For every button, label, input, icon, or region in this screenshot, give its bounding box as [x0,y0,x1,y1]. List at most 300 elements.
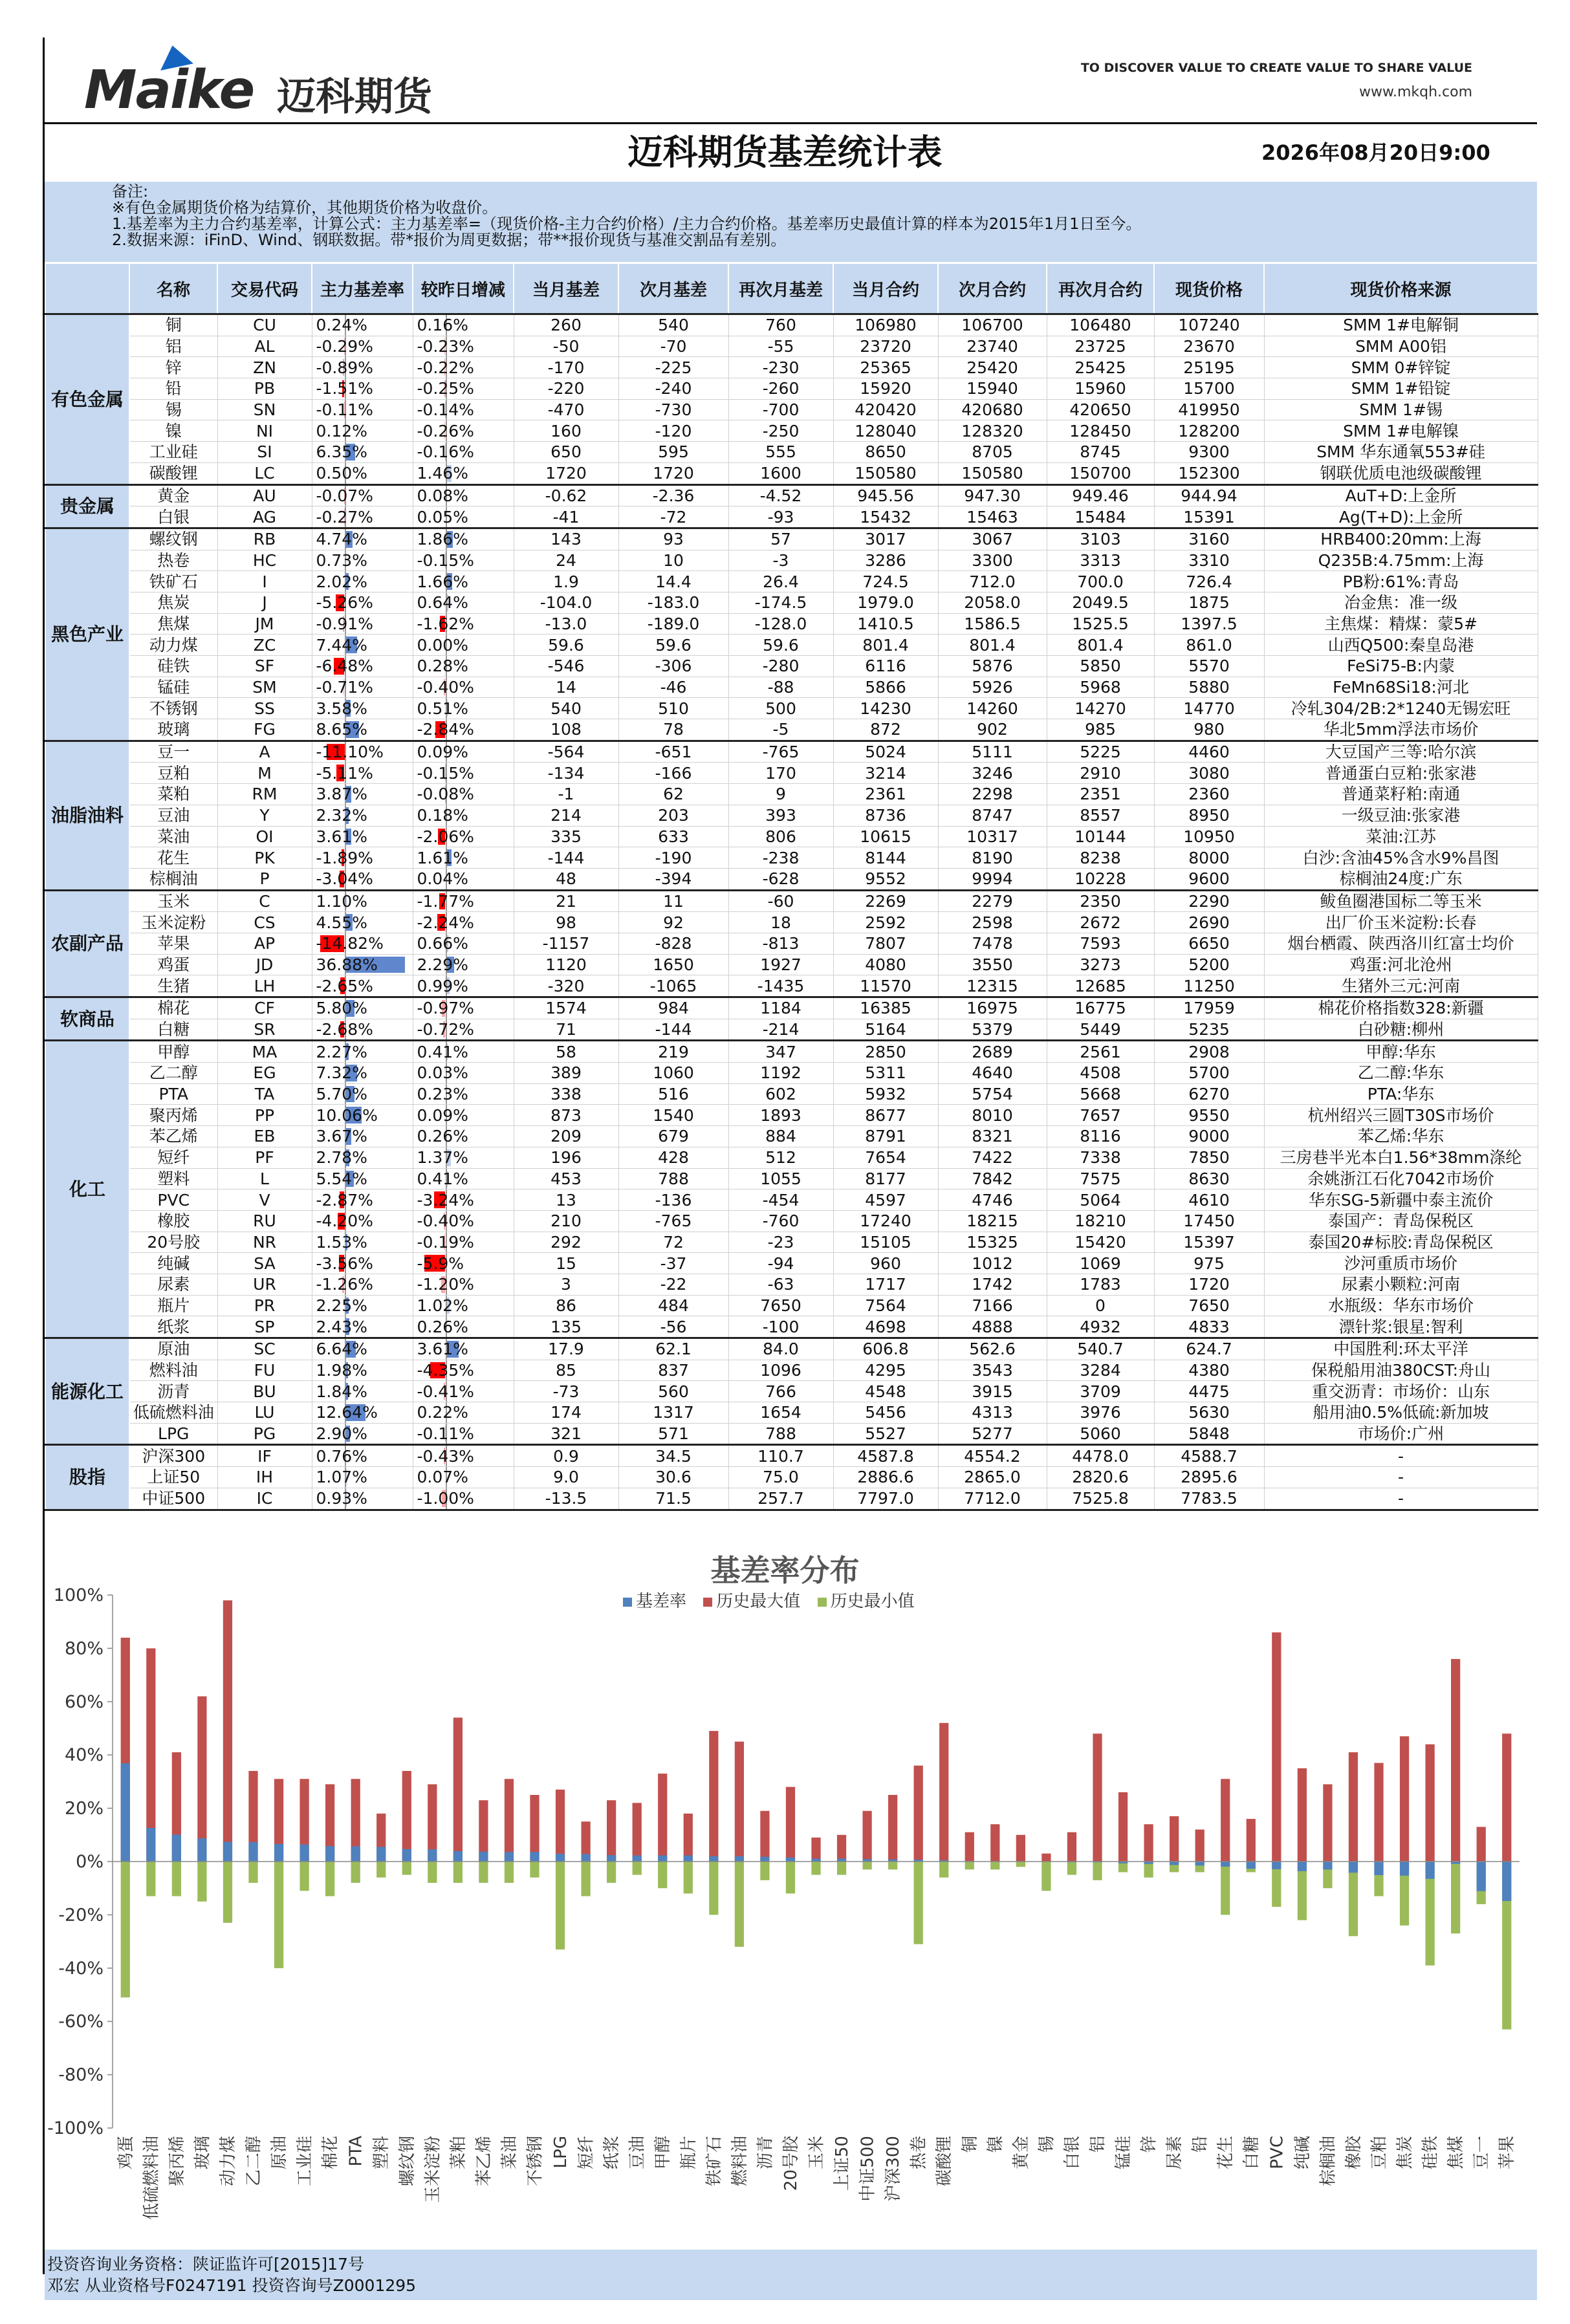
legend-label: 历史最大值 [716,1592,801,1611]
daily-change-cell [413,399,514,420]
contract-m3-cell: 2561 [1047,1041,1154,1063]
basis-m2-cell: 1540 [618,1105,728,1126]
table-row [45,1445,1538,1467]
code-cell: LU [217,1402,312,1424]
basis-m2-cell: -22 [618,1274,728,1295]
basis-m2-cell: 1650 [618,954,728,975]
bar-min [300,1862,309,1891]
header-cell: 当月合约 [833,263,938,314]
bar-min [862,1862,871,1869]
code-cell: SC [217,1338,312,1360]
x-tick-label: 苹果 [1498,2136,1518,2170]
contract-m3-cell: 4932 [1047,1316,1154,1338]
cell-value: -0.15% [417,763,474,783]
daily-change-cell [413,571,514,592]
cell-value: 5.54% [316,1169,367,1188]
basis-m3-cell: 1600 [728,462,833,484]
contract-m2-cell: 4746 [938,1189,1047,1211]
table-row [45,314,1538,336]
cell-value: 1.53% [316,1232,367,1252]
spot-price-cell: 15700 [1154,378,1264,400]
x-tick-label: 中证500 [858,2136,878,2202]
spot-price-cell: 10950 [1154,826,1264,847]
name-cell: 碳酸锂 [129,462,217,484]
contract-m3-cell: 8116 [1047,1126,1154,1147]
group-label: 黑色产业 [45,528,129,741]
code-cell: HC [217,550,312,571]
bar-max [1067,1832,1076,1862]
name-cell: 棕榈油 [129,868,217,890]
contract-m1-cell: 4597 [833,1189,938,1211]
header-cell: 现货价格来源 [1264,263,1538,314]
basis-m1-cell: 98 [514,912,618,933]
daily-change-cell [413,1126,514,1147]
spot-price-cell: 4833 [1154,1316,1264,1338]
contract-m3-cell: 128450 [1047,420,1154,442]
bar-max [684,1814,693,1862]
bar-min [530,1862,539,1878]
basis-m1-cell: 160 [514,420,618,442]
daily-change-cell [413,1295,514,1316]
basis-m1-cell: 196 [514,1147,618,1168]
table-row [45,1189,1538,1211]
contract-m3-cell: 5668 [1047,1083,1154,1105]
bar-basis [1272,1862,1281,1869]
contract-m3-cell: 4478.0 [1047,1445,1154,1467]
table-row [45,550,1538,571]
basis-m2-cell: -828 [618,933,728,954]
name-cell: 甲醇 [129,1041,217,1063]
daily-change-cell [413,1063,514,1084]
x-tick-label: 玻璃 [193,2136,213,2170]
x-tick-label: 热卷 [909,2136,929,2170]
contract-m1-cell: 960 [833,1253,938,1274]
header-cell: 名称 [129,263,217,314]
cell-value: -0.26% [417,421,474,440]
bar-basis [1477,1862,1486,1891]
bar-basis [274,1844,283,1862]
basis-m1-cell: -134 [514,763,618,784]
bar-basis [1349,1862,1358,1873]
bar-max [1272,1633,1281,1862]
spot-source-cell: 冶金焦：准一级 [1264,592,1538,613]
contract-m3-cell: 2672 [1047,912,1154,933]
contract-m2-cell: 14260 [938,698,1047,719]
bar-min [453,1862,463,1883]
basis-rate-cell [312,1147,413,1168]
daily-change-cell [413,1488,514,1510]
cell-value: -0.72% [417,1020,474,1039]
x-tick-label: 菜油 [499,2136,519,2170]
bar-basis [1298,1862,1307,1871]
cell-value: -0.43% [417,1446,474,1466]
contract-m3-cell: 1783 [1047,1274,1154,1295]
cell-value: 2.32% [316,806,367,825]
basis-m3-cell: -174.5 [728,592,833,613]
cell-value: -0.91% [316,614,373,633]
cell-value: -2.68% [316,1020,373,1039]
spot-source-cell: FeMn68Si18:河北 [1264,677,1538,698]
cell-value: -0.40% [417,1211,474,1231]
bar-basis [1425,1862,1434,1879]
contract-m1-cell: 2886.6 [833,1467,938,1488]
contract-m3-cell: 2910 [1047,763,1154,784]
bar-max [1195,1830,1205,1862]
spot-source-cell: 余姚浙江石化7042市场价 [1264,1168,1538,1189]
basis-m1-cell: -1 [514,784,618,805]
contract-m2-cell: 902 [938,719,1047,741]
daily-change-cell [413,506,514,528]
basis-m3-cell: -93 [728,506,833,528]
bar-basis [428,1849,437,1862]
table-row [45,336,1538,357]
table-row [45,677,1538,698]
bar-max [786,1787,795,1862]
name-cell: 短纤 [129,1147,217,1168]
basis-m3-cell: 555 [728,442,833,463]
basis-m2-cell: 72 [618,1232,728,1253]
contract-m1-cell: 128040 [833,420,938,442]
spot-price-cell: 4588.7 [1154,1445,1264,1467]
group-label: 有色金属 [45,314,129,485]
bar-min [811,1862,820,1875]
bar-max [633,1803,642,1862]
spot-price-cell: 23670 [1154,336,1264,357]
table-row [45,1105,1538,1126]
spot-source-cell: SMM 1#电解镍 [1264,420,1538,442]
contract-m1-cell: 16385 [833,997,938,1019]
header-cell: 主力基差率 [312,263,413,314]
spot-price-cell: 128200 [1154,420,1264,442]
bar-min [709,1862,718,1915]
cell-value: 2.43% [316,1317,367,1336]
daily-change-cell [413,357,514,378]
bar-max [453,1718,463,1862]
group-label: 油脂油料 [45,741,129,890]
basis-m1-cell: -13.0 [514,613,618,635]
basis-rate-cell [312,1381,413,1402]
contract-m3-cell: 3103 [1047,528,1154,550]
daily-change-cell [413,1423,514,1445]
cell-value: 3.87% [316,785,367,804]
x-tick-label: 玉米 [807,2136,827,2170]
basis-m2-cell: -72 [618,506,728,528]
code-cell: JM [217,613,312,635]
spot-source-cell: - [1264,1467,1538,1488]
basis-m3-cell: 1096 [728,1360,833,1381]
contract-m3-cell: 14270 [1047,698,1154,719]
basis-m3-cell: 110.7 [728,1445,833,1467]
bar-min [990,1862,999,1869]
cell-value: 2.90% [316,1424,367,1444]
daily-change-cell [413,826,514,847]
x-tick-label: 铝 [1088,2136,1108,2153]
table-row [45,484,1538,506]
basis-rate-cell [312,336,413,357]
bar-basis [1170,1862,1179,1865]
contract-m1-cell: 2269 [833,890,938,912]
spot-source-cell: 棉花价格指数328:新疆 [1264,997,1538,1019]
cell-value: -0.29% [316,337,373,356]
basis-m2-cell: 71.5 [618,1488,728,1510]
basis-m3-cell: 75.0 [728,1467,833,1488]
contract-m2-cell: 947.30 [938,484,1047,506]
x-tick-label: 低硫燃料油 [142,2136,162,2221]
table-row [45,1147,1538,1168]
daily-change-cell [413,1147,514,1168]
cell-value: -11.10% [316,743,384,762]
basis-m3-cell: -55 [728,336,833,357]
spot-price-cell: 975 [1154,1253,1264,1274]
contract-m2-cell: 801.4 [938,635,1047,656]
basis-m2-cell: 516 [618,1083,728,1105]
daily-change-cell [413,484,514,506]
contract-m2-cell: 7422 [938,1147,1047,1168]
bar-basis [709,1856,718,1862]
cell-value: 0.76% [316,1446,367,1466]
x-tick-label: 瓶片 [679,2136,699,2170]
bar-basis [633,1856,642,1862]
spot-source-cell: 生猪外三元:河南 [1264,975,1538,997]
code-cell: SA [217,1253,312,1274]
table-row [45,635,1538,656]
note-line: 备注: [112,182,149,201]
contract-m1-cell: 801.4 [833,635,938,656]
table-row [45,1381,1538,1402]
bar-basis [121,1763,130,1862]
basis-m3-cell: 1927 [728,954,833,975]
code-cell: AG [217,506,312,528]
cell-value: -2.06% [417,827,474,846]
y-tick-label: -20% [58,1905,104,1926]
basis-rate-cell [312,868,413,890]
contract-m3-cell: 5850 [1047,656,1154,677]
bar-max [1247,1819,1256,1862]
name-cell: 乙二醇 [129,1063,217,1084]
contract-m2-cell: 420680 [938,399,1047,420]
contract-m1-cell: 4295 [833,1360,938,1381]
spot-price-cell: 5630 [1154,1402,1264,1424]
name-cell: 生猪 [129,975,217,997]
contract-m3-cell: 7525.8 [1047,1488,1154,1510]
contract-m3-cell: 150700 [1047,462,1154,484]
cell-value: -5.11% [316,763,373,783]
code-cell: ZN [217,357,312,378]
basis-m2-cell: -136 [618,1189,728,1211]
basis-m3-cell: 84.0 [728,1338,833,1360]
cell-value: 5.70% [316,1085,367,1104]
contract-m2-cell: 5277 [938,1423,1047,1445]
basis-m3-cell: -238 [728,847,833,869]
basis-m2-cell: 93 [618,528,728,550]
basis-rate-cell [312,613,413,635]
cell-value: -2.24% [417,913,474,932]
spot-source-cell: PB粉:61%:青岛 [1264,571,1538,592]
header-cell: 较昨日增减 [413,263,514,314]
contract-m2-cell: 2058.0 [938,592,1047,613]
bar-max [1502,1733,1511,1862]
notes-box [45,182,1537,262]
cell-value: 1.37% [417,1148,468,1167]
cell-value: 0.07% [417,1468,468,1487]
name-cell: 花生 [129,847,217,869]
contract-m3-cell: 25425 [1047,357,1154,378]
website-link[interactable]: www.mkqh.com [1358,84,1472,100]
x-tick-label: 铜 [960,2136,980,2153]
daily-change-cell [413,1338,514,1360]
basis-m3-cell: -260 [728,378,833,400]
bar-basis [248,1842,257,1862]
name-cell: 铝 [129,336,217,357]
basis-rate-cell [312,571,413,592]
spot-price-cell: 980 [1154,719,1264,741]
basis-m2-cell: 595 [618,442,728,463]
code-cell: RB [217,528,312,550]
contract-m2-cell: 8010 [938,1105,1047,1126]
cell-value: -1.20% [417,1275,474,1294]
cell-value: -0.08% [417,785,474,804]
basis-m3-cell: -700 [728,399,833,420]
cell-value: -4.35% [417,1361,474,1380]
basis-m3-cell: -88 [728,677,833,698]
daily-change-cell [413,613,514,635]
basis-m3-cell: 1654 [728,1402,833,1424]
table-row [45,763,1538,784]
cell-value: 10.06% [316,1105,378,1125]
code-cell: JD [217,954,312,975]
contract-m1-cell: 150580 [833,462,938,484]
code-cell: NR [217,1232,312,1253]
daily-change-cell [413,528,514,550]
basis-m2-cell: -120 [618,420,728,442]
basis-m3-cell: 257.7 [728,1488,833,1510]
basis-m3-cell: 806 [728,826,833,847]
table-row [45,890,1538,912]
bar-min [402,1862,411,1875]
basis-rate-cell [312,1402,413,1424]
basis-m2-cell: 14.4 [618,571,728,592]
basis-m3-cell: -760 [728,1210,833,1232]
name-cell: 铅 [129,378,217,400]
bar-max [1093,1733,1102,1862]
table-row [45,378,1538,400]
spot-price-cell: 152300 [1154,462,1264,484]
header-cell: 再次月基差 [728,263,833,314]
basis-m1-cell: 453 [514,1168,618,1189]
contract-m3-cell: 3273 [1047,954,1154,975]
bar-min [633,1862,642,1875]
spot-source-cell: SMM 1#铅锭 [1264,378,1538,400]
cell-value: 4.55% [316,913,367,932]
daily-change-cell [413,975,514,997]
cell-value: 1.46% [417,464,468,483]
contract-m1-cell: 6116 [833,656,938,677]
cell-value: -0.11% [316,400,373,420]
code-cell: TA [217,1083,312,1105]
bar-max [1170,1816,1179,1862]
code-cell: SM [217,677,312,698]
cell-value: -0.14% [417,400,474,420]
name-cell: 纸浆 [129,1316,217,1338]
basis-m1-cell: 540 [514,698,618,719]
basis-m2-cell: -306 [618,656,728,677]
bar-basis [197,1838,206,1862]
basis-m2-cell: 10 [618,550,728,571]
contract-m3-cell: 15960 [1047,378,1154,400]
contract-m1-cell: 11570 [833,975,938,997]
bar-max [505,1779,514,1862]
contract-m2-cell: 5876 [938,656,1047,677]
spot-source-cell: 钢联优质电池级碳酸锂 [1264,462,1538,484]
code-cell: FU [217,1360,312,1381]
basis-m1-cell: -220 [514,378,618,400]
table-row [45,868,1538,890]
spot-price-cell: 14770 [1154,698,1264,719]
contract-m2-cell: 1586.5 [938,613,1047,635]
contract-m2-cell: 8190 [938,847,1047,869]
basis-m1-cell: -50 [514,336,618,357]
bar-max [939,1723,948,1862]
cell-value: 5.80% [316,999,367,1018]
contract-m2-cell: 3915 [938,1381,1047,1402]
spot-price-cell: 5700 [1154,1063,1264,1084]
bar-basis [479,1852,488,1862]
basis-m2-cell: 203 [618,805,728,826]
slogan: TO DISCOVER VALUE TO CREATE VALUE TO SHARE VALUE [1080,61,1472,75]
header-cell: 次月基差 [618,263,728,314]
contract-m1-cell: 8791 [833,1126,938,1147]
basis-m1-cell: 873 [514,1105,618,1126]
contract-m3-cell: 5060 [1047,1423,1154,1445]
name-cell: 聚丙烯 [129,1105,217,1126]
spot-price-cell: 3310 [1154,550,1264,571]
basis-m1-cell: 17.9 [514,1338,618,1360]
code-cell: I [217,571,312,592]
basis-m1-cell: 1574 [514,997,618,1019]
bar-min [351,1862,360,1883]
contract-m2-cell: 10317 [938,826,1047,847]
code-cell: CF [217,997,312,1019]
contract-m2-cell: 5754 [938,1083,1047,1105]
basis-rate-chart [45,1572,1537,2238]
spot-source-cell: 普通菜籽粕:南通 [1264,784,1538,805]
cell-value: 1.02% [417,1296,468,1315]
spot-source-cell: 杭州绍兴三圆T30S市场价 [1264,1105,1538,1126]
bar-min [428,1862,437,1883]
daily-change-cell [413,1253,514,1274]
table-row [45,420,1538,442]
x-tick-label: 菜粕 [448,2136,468,2170]
spot-price-cell: 2290 [1154,890,1264,912]
basis-m2-cell: 1317 [618,1402,728,1424]
contract-m1-cell: 1717 [833,1274,938,1295]
name-cell: 原油 [129,1338,217,1360]
basis-rate-cell [312,933,413,954]
cell-value: 0.05% [417,507,468,527]
daily-change-cell [413,550,514,571]
contract-m2-cell: 15940 [938,378,1047,400]
name-cell: 白糖 [129,1019,217,1041]
cell-value: -0.71% [316,678,373,697]
spot-price-cell: 726.4 [1154,571,1264,592]
cell-value: -3.56% [316,1254,373,1273]
contract-m2-cell: 8747 [938,805,1047,826]
daily-change-cell [413,1232,514,1253]
spot-price-cell: 15397 [1154,1232,1264,1253]
basis-m1-cell: 58 [514,1041,618,1063]
contract-m1-cell: 2361 [833,784,938,805]
contract-m2-cell: 2598 [938,912,1047,933]
